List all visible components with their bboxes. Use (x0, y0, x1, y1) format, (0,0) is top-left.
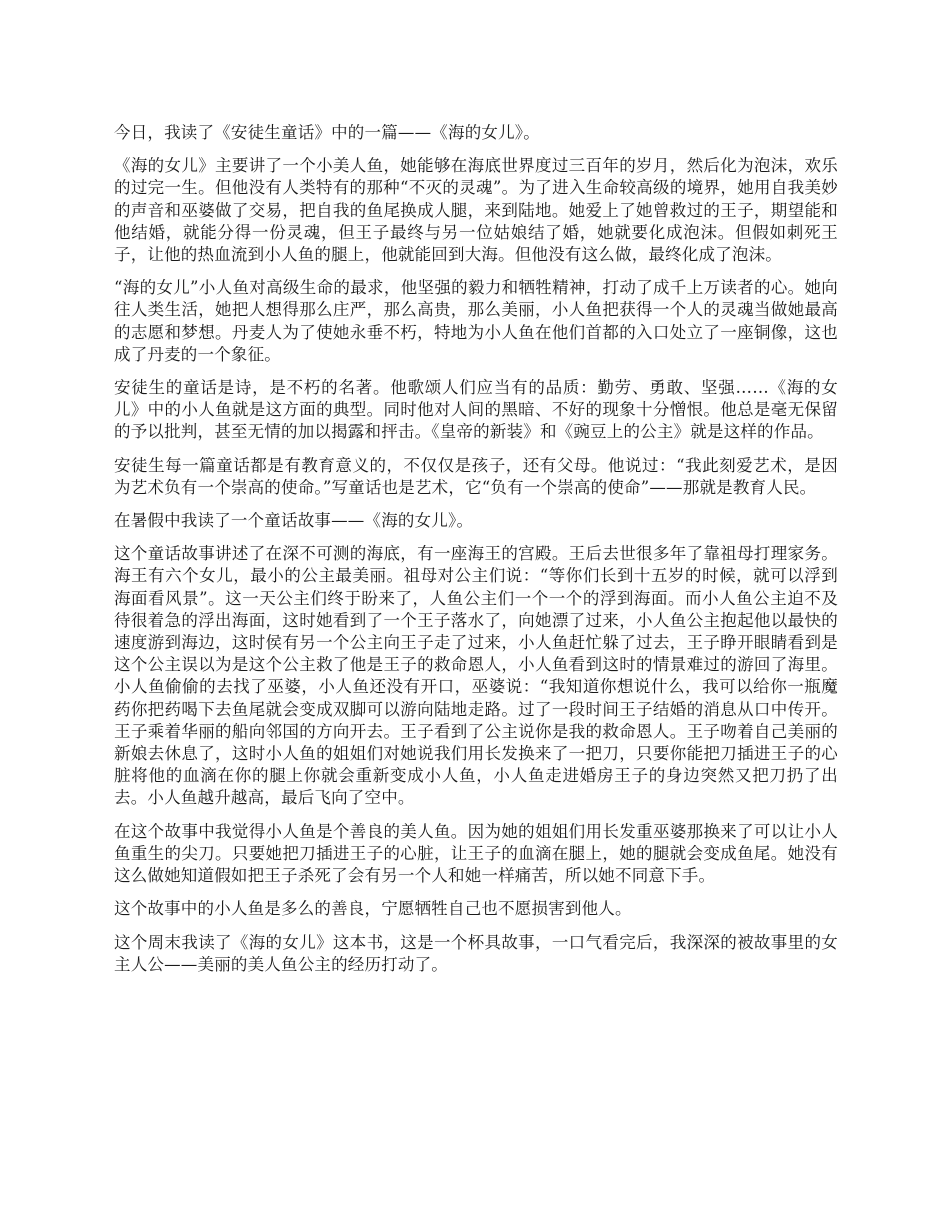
paragraph-9: 这个故事中的小人鱼是多么的善良，宁愿牺牲自己也不愿损害到他人。 (114, 899, 632, 919)
document-body (114, 122, 838, 987)
paragraph-2: 《海的女儿》主要讲了一个小美人鱼，她能够在海底世界度过三百年的岁月，然后化为泡沫，欢乐的过完一生。但他没有人类特有的那种“不灭的灵魂”。为了进入生命较高级的境界，她用自我美妙的声音和巫婆做了交易，把自我的鱼尾换成人腿，来到陆地。她爱上了她曾救过的王子，期望能和他结婚，就能分得一份灵魂，但王子最终与另一位姑娘结了婚，她就要化成泡沫。但假如刺死王子，让他的热血流到小人鱼的腿上，他就能回到大海。但他没有这么做，最终化成了泡沫。 (114, 156, 838, 265)
paragraph-7: 这个童话故事讲述了在深不可测的海底，有一座海王的宫殿。王后去世很多年了靠祖母打理家务。海王有六个女儿，最小的公主最美丽。祖母对公主们说：“等你们长到十五岁的时候，就可以浮到海面看风景”。这一天公主们终于盼来了，人鱼公主们一个一个的浮到海面。而小人鱼公主迫不及待很着急的浮出海面，这时她看到了一个王子落水了，向她漂了过来，小人鱼公主抱起他以最快的速度游到海边，这时侯有另一个公主向王子走了过来，小人鱼赶忙躲了过去，王子睁开眼睛看到是这个公主误以为是这个公主救了他是王子的救命恩人，小人鱼看到这时的情景难过的游回了海里。小人鱼偷偷的去找了巫婆，小人鱼还没有开口，巫婆说：“我知道你想说什么，我可以给你一瓶魔药你把药喝下去鱼尾就会变成双脚可以游向陆地走路。过了一段时间王子结婚的消息从口中传开。王子乘着华丽的船向邻国的方向开去。王子看到了公主说你是我的救命恩人。王子吻着自己美丽的新娘去休息了，这时小人鱼的姐姐们对她说我们用长发换来了一把刀，只要你能把刀插进王子的心脏将他的血滴在你的腿上你就会重新变成小人鱼，小人鱼走进婚房王子的身边突然又把刀扔了出去。小人鱼越升越高，最后飞向了空中。 (114, 544, 838, 808)
paragraph-5: 安徒生每一篇童话都是有教育意义的，不仅仅是孩子，还有父母。他说过：“我此刻爱艺术，是因为艺术负有一个崇高的使命。”写童话也是艺术，它“负有一个崇高的使命”——那就是教育人民。 (114, 455, 838, 497)
paragraph-6: 在暑假中我读了一个童话故事——《海的女儿》。 (114, 511, 474, 531)
paragraph-8: 在这个故事中我觉得小人鱼是个善良的美人鱼。因为她的姐姐们用长发重巫婆那换来了可以让小人鱼重生的尖刀。只要她把刀插进王子的心脏，让王子的血滴在腿上，她的腿就会变成鱼尾。她没有这么做她知道假如把王子杀死了会有另一个人和她一样痛苦，所以她不同意下手。 (114, 821, 838, 886)
paragraph-3: “海的女儿”小人鱼对高级生命的最求，他坚强的毅力和牺牲精神，打动了成千上万读者的心。她向往人类生活，她把人想得那么庄严，那么高贵，那么美丽，小人鱼把获得一个人的灵魂当做她最高的志愿和梦想。丹麦人为了使她永垂不朽，特地为小人鱼在他们首都的入口处立了一座铜像，这也成了丹麦的一个象征。 (114, 278, 838, 364)
paragraph-10: 这个周末我读了《海的女儿》这本书，这是一个杯具故事，一口气看完后，我深深的被故事里的女主人公——美丽的美人鱼公主的经历打动了。 (114, 932, 838, 974)
paragraph-4: 安徒生的童话是诗，是不朽的名著。他歌颂人们应当有的品质：勤劳、勇敢、坚强……《海的女儿》中的小人鱼就是这方面的典型。同时他对人间的黑暗、不好的现象十分憎恨。他总是毫无保留的予以批判，甚至无情的加以揭露和抨击。《皇帝的新装》和《豌豆上的公主》就是这样的作品。 (114, 378, 838, 442)
paragraph-1: 今日，我读了《安徒生童话》中的一篇——《海的女儿》。 (114, 123, 540, 142)
